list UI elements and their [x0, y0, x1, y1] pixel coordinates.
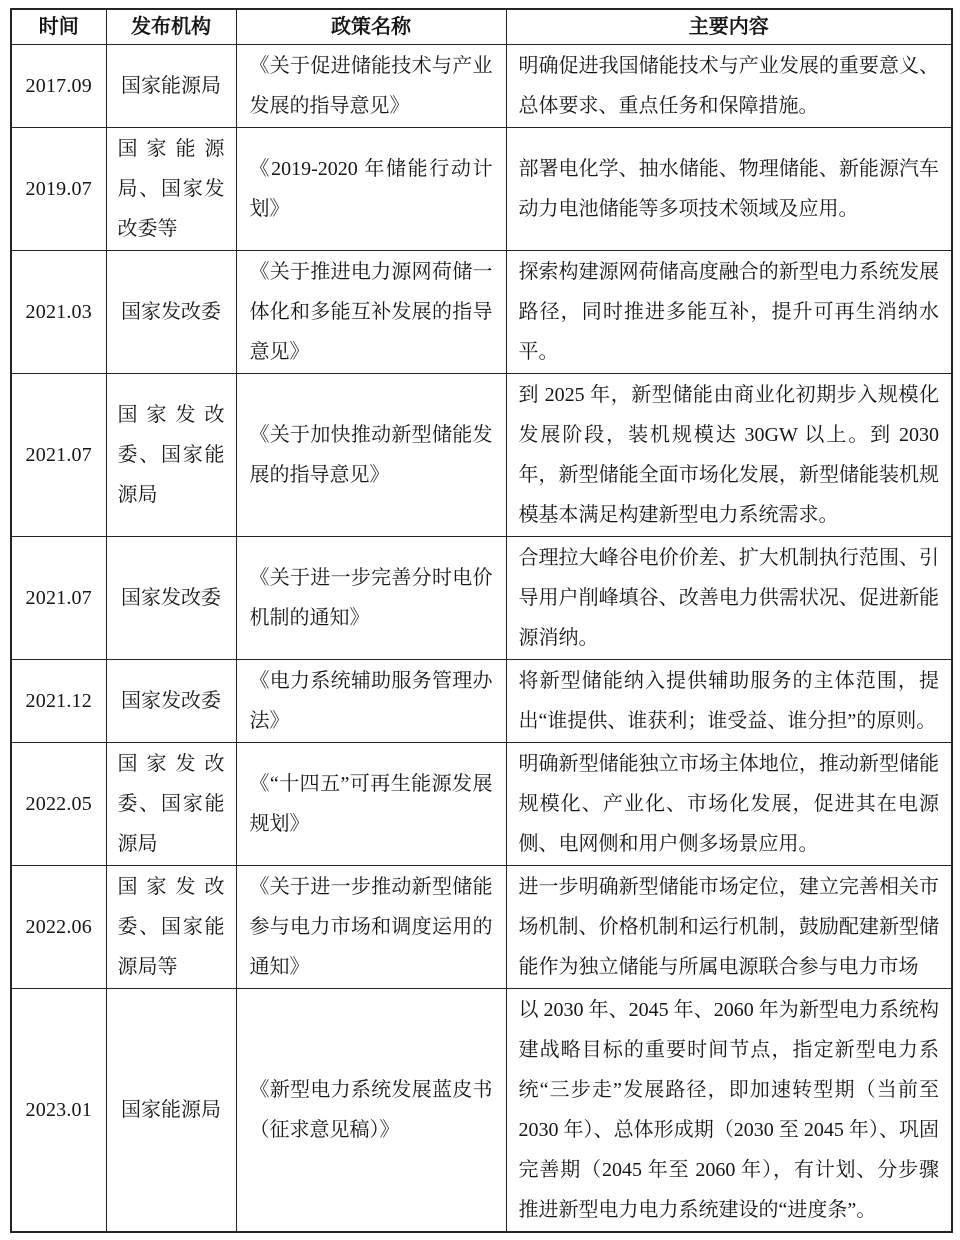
header-content: 主要内容: [506, 9, 952, 45]
table-body: [11, 45, 952, 1233]
cell-content: 进一步明确新型储能市场定位，建立完善相关市场机制、价格机制和运行机制，鼓励配建新型储能作为独立储能与所属电源联合参与电力市场: [506, 866, 952, 989]
table-row: [11, 128, 952, 251]
cell-agency: 国家发改委、国家能源局: [106, 374, 236, 537]
cell-policy: 《关于推进电力源网荷储一体化和多能互补发展的指导意见》: [236, 251, 506, 374]
table-row: [11, 866, 952, 989]
cell-agency: 国家发改委、国家能源局等: [106, 866, 236, 989]
header-time: 时间: [11, 9, 106, 45]
cell-time: 2022.06: [11, 866, 106, 989]
header-agency: 发布机构: [106, 9, 236, 45]
cell-policy: 《关于加快推动新型储能发展的指导意见》: [236, 374, 506, 537]
header-row: [11, 9, 952, 45]
cell-time: 2019.07: [11, 128, 106, 251]
cell-time: 2022.05: [11, 743, 106, 866]
cell-content: 明确促进我国储能技术与产业发展的重要意义、总体要求、重点任务和保障措施。: [506, 45, 952, 128]
table-row: [11, 251, 952, 374]
cell-time: 2021.07: [11, 537, 106, 660]
cell-policy: 《关于进一步推动新型储能参与电力市场和调度运用的通知》: [236, 866, 506, 989]
cell-content: 探索构建源网荷储高度融合的新型电力系统发展路径，同时推进多能互补，提升可再生消纳水平。: [506, 251, 952, 374]
cell-agency: 国家能源局: [106, 45, 236, 128]
cell-time: 2021.03: [11, 251, 106, 374]
cell-policy: 《新型电力系统发展蓝皮书（征求意见稿）》: [236, 989, 506, 1233]
cell-agency: 国家发改委: [106, 660, 236, 743]
cell-content: 到 2025 年，新型储能由商业化初期步入规模化发展阶段，装机规模达 30GW 以上。到 2030 年，新型储能全面市场化发展，新型储能装机规模基本满足构建新型电力系统需求。: [506, 374, 952, 537]
table-row: [11, 374, 952, 537]
cell-time: 2023.01: [11, 989, 106, 1233]
header-policy: 政策名称: [236, 9, 506, 45]
cell-content: 部署电化学、抽水储能、物理储能、新能源汽车动力电池储能等多项技术领域及应用。: [506, 128, 952, 251]
cell-agency: 国家发改委、国家能源局: [106, 743, 236, 866]
cell-content: 合理拉大峰谷电价价差、扩大机制执行范围、引导用户削峰填谷、改善电力供需状况、促进新能源消纳。: [506, 537, 952, 660]
cell-agency: 国家能源局: [106, 989, 236, 1233]
cell-content: 以 2030 年、2045 年、2060 年为新型电力系统构建战略目标的重要时间节点，指定新型电力系统“三步走”发展路径，即加速转型期（当前至 2030 年）、总体形成期（2030 至 2045 年）、巩固完善期（2045 年至 2060 年），有计划、分步骤推进新型电力电力系统建设的“进度条”。: [506, 989, 952, 1233]
cell-agency: 国家能源局、国家发改委等: [106, 128, 236, 251]
cell-time: 2021.12: [11, 660, 106, 743]
cell-policy: 《关于促进储能技术与产业发展的指导意见》: [236, 45, 506, 128]
cell-agency: 国家发改委: [106, 251, 236, 374]
table-row: [11, 743, 952, 866]
cell-time: 2017.09: [11, 45, 106, 128]
cell-policy: 《关于进一步完善分时电价机制的通知》: [236, 537, 506, 660]
cell-policy: 《电力系统辅助服务管理办法》: [236, 660, 506, 743]
cell-content: 将新型储能纳入提供辅助服务的主体范围，提出“谁提供、谁获利；谁受益、谁分担”的原则。: [506, 660, 952, 743]
table-row: [11, 537, 952, 660]
cell-time: 2021.07: [11, 374, 106, 537]
cell-agency: 国家发改委: [106, 537, 236, 660]
table-row: [11, 660, 952, 743]
table-row: [11, 45, 952, 128]
table-row: [11, 989, 952, 1233]
cell-policy: 《“十四五”可再生能源发展规划》: [236, 743, 506, 866]
policy-table: [10, 8, 953, 1233]
cell-policy: 《2019-2020 年储能行动计划》: [236, 128, 506, 251]
cell-content: 明确新型储能独立市场主体地位，推动新型储能规模化、产业化、市场化发展，促进其在电源侧、电网侧和用户侧多场景应用。: [506, 743, 952, 866]
